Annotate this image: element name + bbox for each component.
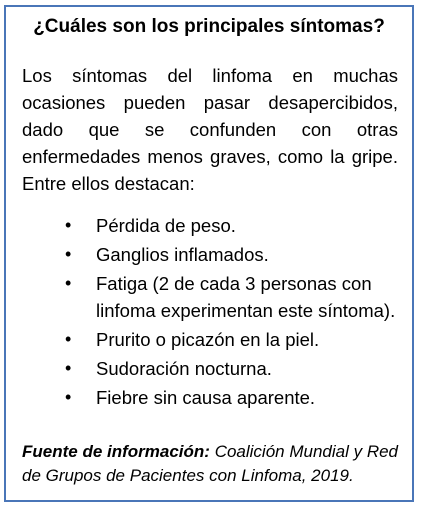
source-label: Fuente de información: xyxy=(22,442,210,461)
list-item xyxy=(22,241,398,268)
list-item xyxy=(22,326,398,353)
symptom-text: Fiebre sin causa aparente. xyxy=(96,387,316,408)
bullet-icon: • xyxy=(65,329,72,349)
list-item xyxy=(22,355,398,382)
symptom-text: Pérdida de peso. xyxy=(96,215,236,236)
info-card xyxy=(4,5,414,502)
symptom-text: Sudoración nocturna. xyxy=(96,358,272,379)
symptom-list xyxy=(22,212,398,413)
bullet-icon: • xyxy=(65,215,72,235)
bullet-icon: • xyxy=(65,273,72,293)
bullet-icon: • xyxy=(65,387,72,407)
list-item xyxy=(22,384,398,411)
symptom-text: Fatiga (2 de cada 3 personas con linfoma experimentan este síntoma). xyxy=(96,273,396,321)
symptom-text: Prurito o picazón en la piel. xyxy=(96,329,320,350)
symptom-text: Ganglios inflamados. xyxy=(96,244,269,265)
card-title: ¿Cuáles son los principales síntomas? xyxy=(33,16,385,37)
intro-paragraph: Los síntomas del linfoma en muchas ocasiones pueden pasar desapercibidos, dado que se confunden con otras enfermedades menos graves, como la gripe. Entre ellos destacan: xyxy=(22,65,398,194)
list-item xyxy=(22,212,398,239)
list-item xyxy=(22,270,398,324)
source-note xyxy=(22,440,398,488)
bullet-icon: • xyxy=(65,358,72,378)
source-text: Coalición Mundial y Red de Grupos de Pacientes con Linfoma, 2019. xyxy=(22,442,399,485)
bullet-icon: • xyxy=(65,244,72,264)
